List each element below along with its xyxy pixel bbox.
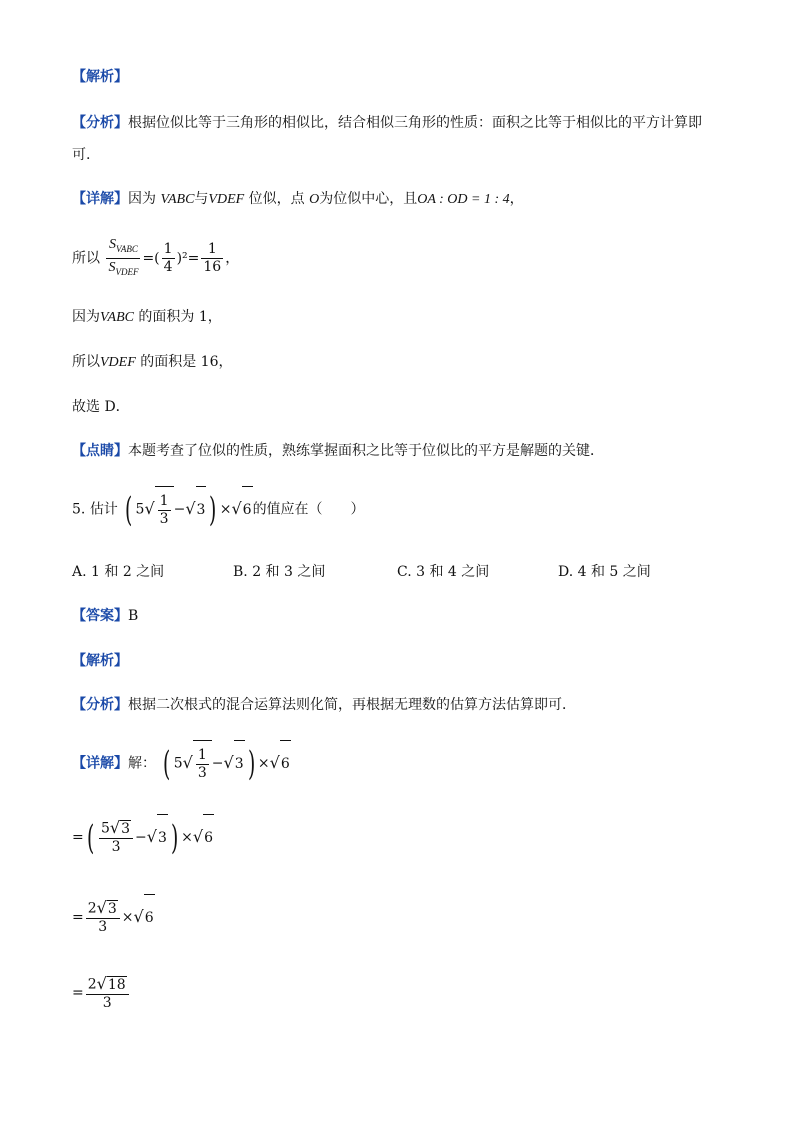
question-number: 5. bbox=[72, 501, 86, 518]
triangle-def: VDEF bbox=[208, 192, 245, 207]
numerator: 1 bbox=[201, 241, 223, 259]
option-b[interactable] bbox=[233, 562, 325, 582]
triangle-abc: VABC bbox=[160, 192, 195, 207]
left-paren: ( bbox=[163, 743, 171, 784]
answer-tag: 【答案】 bbox=[72, 608, 128, 624]
sqrt-18: √18 bbox=[96, 973, 126, 993]
area-def-line bbox=[72, 352, 232, 373]
fenxi-text: 根据二次根式的混合运算法则化简，再根据无理数的估算方法估算即可． bbox=[128, 697, 576, 713]
equals-sign: = bbox=[72, 909, 84, 926]
minus-sign: − bbox=[211, 755, 224, 772]
subscript-abc: VABC bbox=[116, 243, 138, 254]
formula-prefix: 所以 bbox=[72, 250, 100, 267]
fenxi-text-line1: 根据位似比等于三角形的相似比，结合相似三角形的性质：面积之比等于相似比的平方计算即 bbox=[128, 115, 702, 131]
numerator: 1 bbox=[159, 492, 169, 509]
option-a[interactable] bbox=[72, 562, 164, 582]
option-c-label: C. 3 和 4 之间 bbox=[397, 564, 490, 580]
radicand: 3 bbox=[121, 821, 131, 837]
center-o: O bbox=[309, 192, 320, 207]
equals-sign: = bbox=[72, 985, 84, 1001]
radicand: 3 bbox=[234, 740, 245, 787]
triangle-def: VDEF bbox=[100, 355, 136, 370]
area-ratio-formula bbox=[72, 236, 239, 281]
radicand: 6 bbox=[203, 814, 214, 861]
analysis-tag: 【解析】 bbox=[72, 653, 128, 669]
xiangjie-paragraph-1 bbox=[72, 189, 524, 210]
radicand: 6 bbox=[280, 740, 291, 787]
numerator: 1 bbox=[163, 240, 173, 257]
denominator: 3 bbox=[111, 839, 121, 855]
right-paren: ) bbox=[247, 743, 255, 784]
subscript-def: VDEF bbox=[115, 266, 139, 277]
fraction-2root18-over-3 bbox=[86, 975, 129, 1012]
option-b-label: B. 2 和 3 之间 bbox=[233, 564, 326, 580]
dianjing-tag: 【点睛】 bbox=[72, 443, 128, 459]
area-fraction bbox=[106, 236, 140, 281]
fraction-2root3-over-3 bbox=[86, 899, 120, 936]
equals-open: =( bbox=[142, 250, 160, 267]
area-abc-line bbox=[72, 307, 222, 328]
numerator: 1 bbox=[197, 746, 207, 763]
area-symbol: S bbox=[108, 259, 116, 275]
denominator: 16 bbox=[203, 258, 222, 275]
left-paren: ( bbox=[86, 817, 95, 858]
minus-sign: − bbox=[135, 829, 147, 846]
times-sign: × bbox=[121, 909, 134, 926]
sqrt-6: √6 bbox=[270, 740, 291, 787]
fenxi-tag: 【分析】 bbox=[72, 115, 128, 131]
coefficient: 5 bbox=[173, 755, 183, 772]
radicand: 3 bbox=[196, 486, 207, 533]
coefficient: 5 bbox=[135, 501, 145, 518]
coefficient: 5 bbox=[101, 820, 110, 837]
times-sign: × bbox=[257, 755, 270, 772]
analysis-tag: 【解析】 bbox=[72, 69, 128, 85]
option-d-label: D. 4 和 5 之间 bbox=[558, 564, 651, 580]
step-3 bbox=[72, 970, 131, 1016]
denominator: 3 bbox=[102, 994, 112, 1011]
xiangjie-text: 解： bbox=[128, 755, 156, 772]
area-text: 因为 bbox=[72, 309, 100, 325]
choose-text: 故选 D． bbox=[72, 399, 130, 415]
coefficient: 2 bbox=[87, 900, 97, 917]
step-1 bbox=[72, 814, 214, 861]
fenxi-text-line2: 可. bbox=[72, 147, 91, 163]
sqrt-one-third: √ $\frac{1}{3}$ bbox=[183, 740, 212, 787]
radicand: 18 bbox=[107, 976, 126, 993]
question-5 bbox=[72, 486, 365, 533]
sqrt-3: √3 bbox=[147, 814, 168, 861]
denominator: 3 bbox=[98, 919, 108, 935]
ratio-expression: OA : OD = 1 : 4 bbox=[417, 192, 510, 207]
radicand: 6 bbox=[144, 894, 155, 941]
coefficient: 2 bbox=[87, 976, 97, 992]
sqrt-6: √6 bbox=[193, 814, 214, 861]
fenxi-tag: 【分析】 bbox=[72, 697, 128, 713]
dianjing-text: 本题考查了位似的性质，熟练掌握面积之比等于位似比的平方是解题的关键． bbox=[128, 443, 604, 459]
radicand: 3 bbox=[157, 814, 168, 861]
denominator: 4 bbox=[163, 258, 173, 275]
fraction-5root3-over-3 bbox=[99, 819, 133, 856]
question-text: 的值应在（ ） bbox=[252, 501, 365, 518]
option-a-label: A. 1 和 2 之间 bbox=[72, 564, 165, 580]
left-paren: ( bbox=[125, 489, 133, 530]
answer-value: B bbox=[128, 608, 139, 624]
xiangjie-paragraph-2 bbox=[72, 740, 291, 787]
denominator: 3 bbox=[159, 510, 169, 527]
sqrt-6: √6 bbox=[134, 894, 155, 941]
area-text: 的面积为 1， bbox=[138, 309, 222, 325]
denominator: 3 bbox=[197, 764, 207, 781]
dianjing-paragraph bbox=[72, 441, 604, 461]
sqrt-6: √6 bbox=[231, 486, 252, 533]
choose-line bbox=[72, 397, 130, 417]
triangle-abc: VABC bbox=[100, 310, 134, 325]
option-c[interactable] bbox=[397, 562, 489, 582]
formula-suffix: ， bbox=[225, 250, 240, 267]
result-fraction bbox=[201, 241, 223, 276]
area-symbol: S bbox=[109, 237, 117, 252]
close-squared: )²= bbox=[176, 250, 200, 267]
xiangjie-text: 因为 bbox=[128, 191, 156, 207]
option-d[interactable] bbox=[558, 562, 651, 582]
fenxi-paragraph-1-cont bbox=[72, 145, 90, 165]
ratio-fraction bbox=[162, 241, 175, 276]
question-text: 估计 bbox=[89, 501, 118, 518]
xiangjie-text: 位似，点 bbox=[248, 191, 305, 207]
sqrt-one-third: √ $\frac{1}{3}$ bbox=[144, 486, 173, 533]
radicand: 6 bbox=[242, 486, 253, 533]
radicand: 3 bbox=[107, 901, 117, 917]
area-text: 的面积是 16， bbox=[140, 354, 233, 370]
analysis-heading-2 bbox=[72, 651, 128, 671]
right-paren: ) bbox=[170, 817, 179, 858]
sqrt-3: √3 bbox=[96, 898, 117, 917]
xiangjie-text: 为位似中心，且 bbox=[319, 191, 418, 207]
fenxi-paragraph-2 bbox=[72, 695, 576, 715]
xiangjie-tag: 【详解】 bbox=[72, 191, 128, 207]
analysis-heading bbox=[72, 67, 128, 87]
step-2 bbox=[72, 894, 155, 941]
area-text: 所以 bbox=[72, 354, 100, 370]
equals-sign: = bbox=[72, 829, 84, 846]
minus-sign: − bbox=[173, 501, 186, 518]
times-sign: × bbox=[181, 829, 193, 846]
sqrt-3: √3 bbox=[224, 740, 245, 787]
right-paren: ) bbox=[209, 489, 217, 530]
sqrt-3: √3 bbox=[185, 486, 206, 533]
xiangjie-text: 与 bbox=[194, 191, 209, 207]
answer-line bbox=[72, 606, 138, 626]
xiangjie-text: ， bbox=[509, 191, 524, 207]
fenxi-paragraph-1 bbox=[72, 113, 702, 133]
xiangjie-tag: 【详解】 bbox=[72, 755, 128, 772]
sqrt-3: √3 bbox=[109, 818, 131, 837]
times-sign: × bbox=[219, 501, 232, 518]
